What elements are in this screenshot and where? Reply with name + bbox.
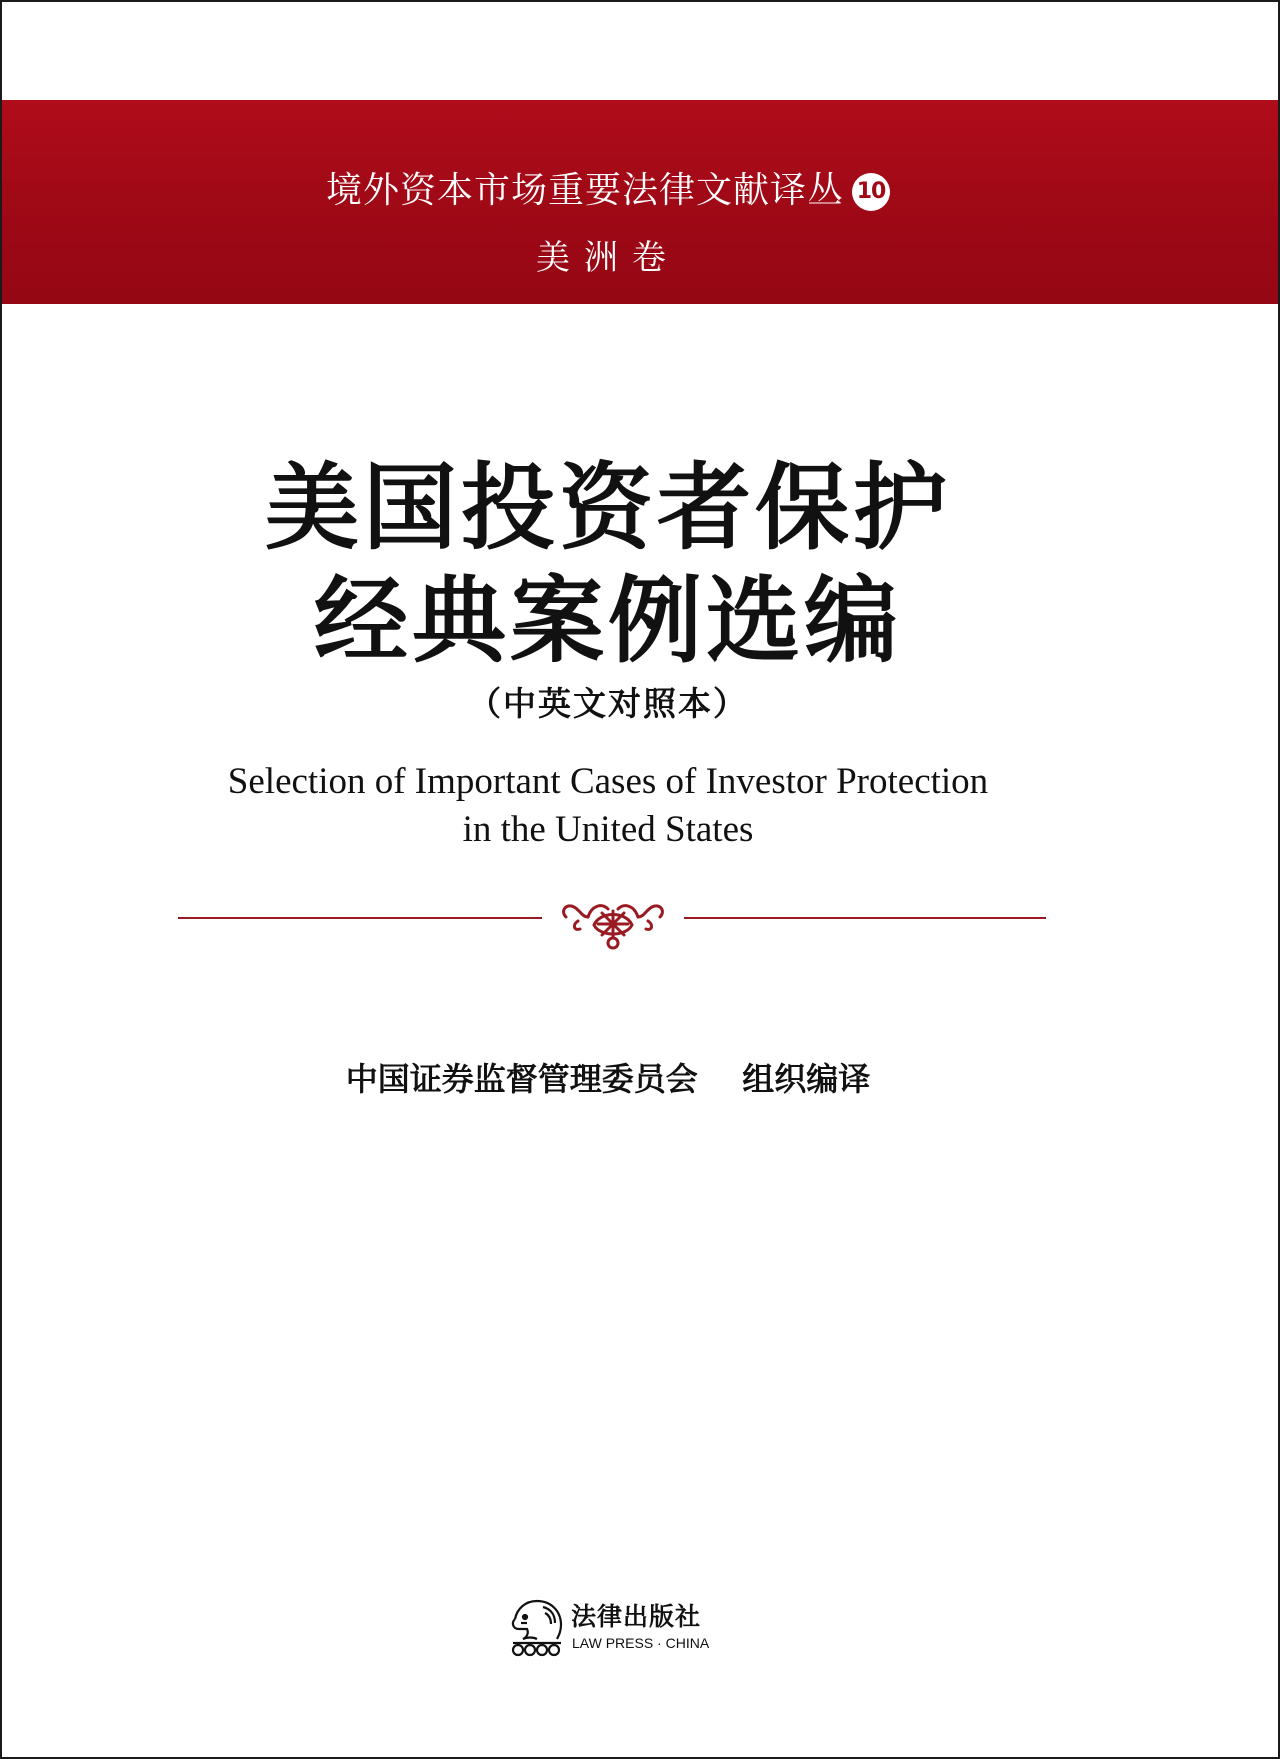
- series-title-text: 境外资本市场重要法律文献译丛: [325, 170, 844, 211]
- series-number-badge: 10: [852, 173, 890, 211]
- publisher-lion-logo-icon: [507, 1597, 567, 1659]
- ornament-divider: [2, 887, 1280, 957]
- main-title-line-2: 经典案例选编: [313, 566, 902, 676]
- organizer-role: 组织编译: [742, 1060, 871, 1098]
- edition-subtitle: （中英文对照本）: [468, 684, 748, 723]
- publisher-name-english: LAW PRESS · CHINA: [572, 1635, 710, 1651]
- organizer-name: 中国证券监督管理委员会: [345, 1060, 698, 1098]
- divider-rule-right: [684, 917, 1046, 919]
- volume-label: 美洲卷: [536, 238, 680, 278]
- series-title: [2, 162, 1214, 213]
- main-title-line-1: 美国投资者保护: [264, 453, 951, 563]
- organizer-line: [2, 1054, 1214, 1100]
- publisher-name: 法律出版社: [571, 1602, 702, 1631]
- divider-rule-left: [178, 917, 542, 919]
- english-title-line-1: Selection of Important Cases of Investor Protection: [227, 761, 989, 802]
- chinese-knot-ornament-icon: [558, 891, 668, 951]
- publisher-block: [507, 1597, 767, 1667]
- english-title-line-2: in the United States: [462, 809, 754, 850]
